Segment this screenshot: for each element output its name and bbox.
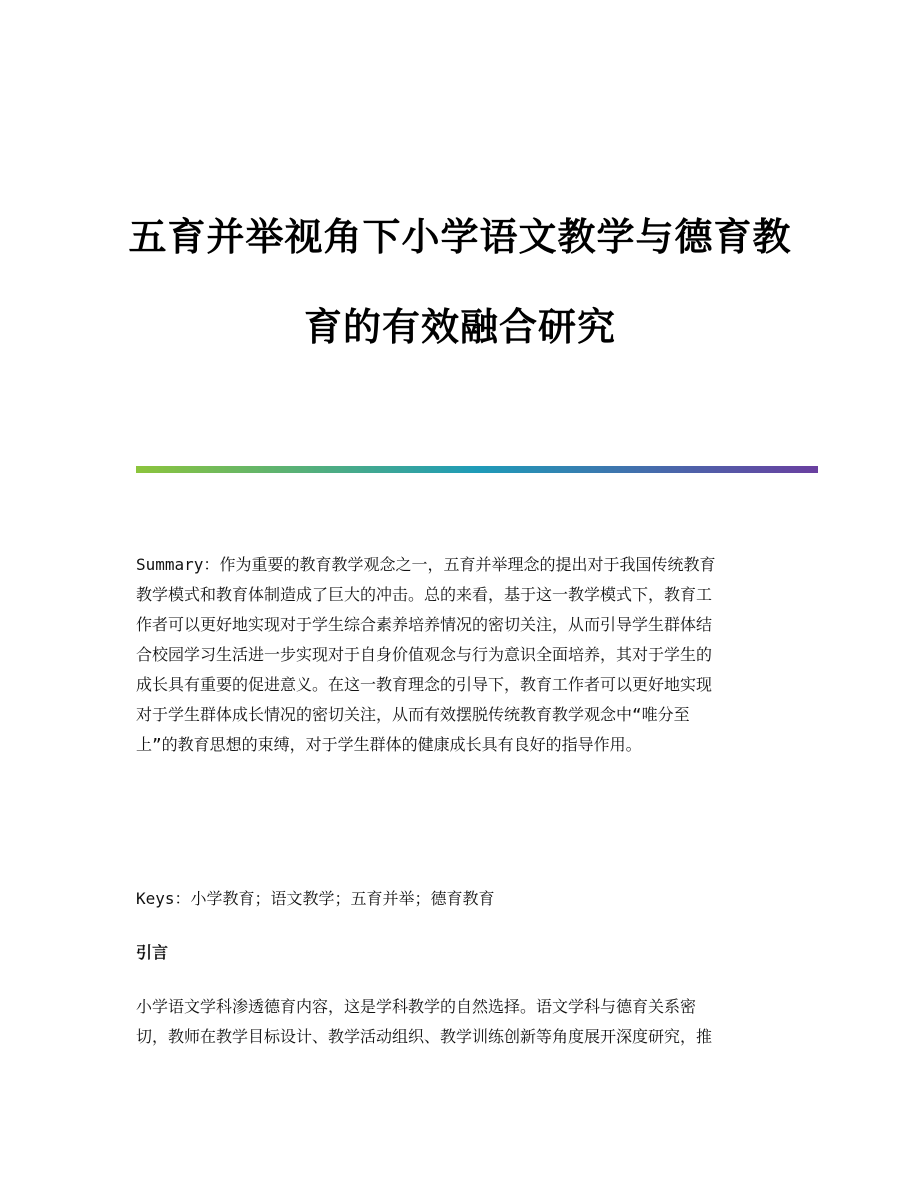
summary-line (136, 550, 788, 580)
summary-line: 上”的教育思想的束缚，对于学生群体的健康成长具有良好的指导作用。 (136, 735, 642, 754)
intro-line: 切，教师在教学目标设计、教学活动组织、教学训练创新等角度展开深度研究，推 (136, 1027, 713, 1046)
summary-line: 合校园学习生活进一步实现对于自身价值观念与行为意识全面培养，其对于学生的 (136, 645, 713, 664)
summary-line: 对于学生群体成长情况的密切关注，从而有效摆脱传统教育教学观念中“唯分至 (136, 705, 690, 724)
summary-line: 成长具有重要的促进意义。在这一教育理念的引导下，教育工作者可以更好地实现 (136, 675, 713, 694)
keys-text: 小学教育；语文教学；五育并举；德育教育 (190, 889, 495, 908)
summary-line: 教学模式和教育体制造成了巨大的冲击。总的来看，基于这一教学模式下，教育工 (136, 585, 713, 604)
summary-label: Summary： (136, 555, 220, 574)
summary-line: 作者可以更好地实现对于学生综合素养培养情况的密切关注，从而引导学生群体结 (136, 615, 713, 634)
intro-line: 小学语文学科渗透德育内容，这是学科教学的自然选择。语文学科与德育关系密 (136, 997, 697, 1016)
intro-heading: 引言 (136, 943, 169, 962)
document-title-line-1: 五育并举视角下小学语文教学与德育教 (128, 214, 792, 259)
document-title-line-2: 育的有效融合研究 (303, 304, 616, 349)
summary-text: 作为重要的教育教学观念之一，五育并举理念的提出对于我国传统教育 (219, 555, 716, 574)
summary-paragraph (136, 550, 788, 760)
keywords-line (136, 884, 495, 914)
title-divider-rule (136, 466, 818, 473)
intro-paragraph (136, 992, 788, 1052)
keys-label: Keys： (136, 889, 191, 908)
